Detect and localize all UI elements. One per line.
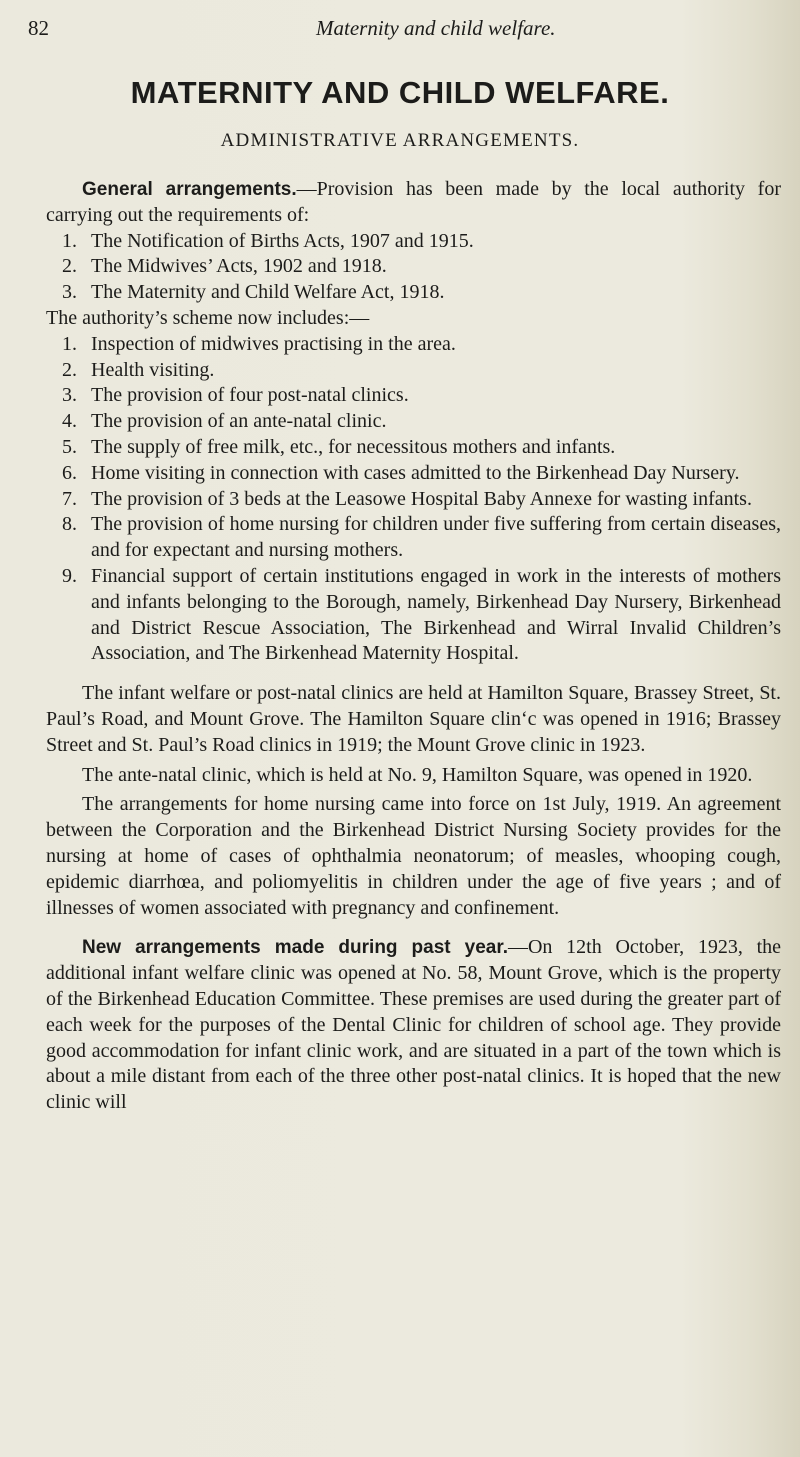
section-subtitle: ADMINISTRATIVE ARRANGEMENTS.	[220, 130, 580, 151]
page-header	[28, 16, 768, 42]
list-item: 2. The Midwives’ Acts, 1902 and 1918.	[62, 255, 387, 278]
new-arrangements-paragraph	[46, 935, 781, 1116]
body-text	[46, 177, 781, 1116]
list-item: 3. The provision of four post-natal clinics.	[62, 384, 409, 407]
new-arrangements-heading: New arrangements made during past year.	[82, 937, 508, 959]
list-item: 2. Health visiting.	[62, 358, 215, 381]
list-item: 3. The Maternity and Child Welfare Act, 1918.	[62, 281, 445, 304]
general-arrangements-heading: General arrangements.	[82, 179, 297, 200]
ante-natal-paragraph: The ante-natal clinic, which is held at No. 9, Hamilton Square, was opened in 1920.	[82, 763, 753, 786]
list-item: 1. Inspection of midwives practising in the area.	[62, 332, 456, 355]
running-title: Maternity and child welfare.	[316, 16, 556, 40]
list-item: 4. The provision of an ante-natal clinic.	[62, 410, 387, 433]
list-item: 6. Home visiting in connection with cases admitted to the Birkenhead Day Nursery.	[62, 461, 740, 484]
list-item: 7. The provision of 3 beds at the Leasowe Hospital Baby Annexe for wasting infants.	[62, 487, 752, 510]
list-item: 9. Financial support of certain institutions engaged in work in the interests of mothers and infants belonging to the Borough, namely, Birkenhead Day Nursery, Birkenhead and District Rescue Association, The Birkenhead and Wirral Invalid Children’s Association, and The Birkenhead Maternity Hospital.	[62, 564, 781, 665]
clinics-paragraph: The infant welfare or post-natal clinics are held at Hamilton Square, Brassey Street, St. Paul’s Road, and Mount Grove. The Hamilton Square clin‘c was opened in 1916; Brassey Street and St. Paul’s Road clinics in 1919; the Mount Grove clinic in 1923.	[46, 682, 781, 756]
list-item: 1. The Notification of Births Acts, 1907 and 1915.	[62, 229, 474, 252]
page-title: MATERNITY AND CHILD WELFARE.	[130, 75, 670, 110]
home-nursing-paragraph: The arrangements for home nursing came into force on 1st July, 1919. An agreement between the Corporation and the Birkenhead District Nursing Society provides for the nursing at home of cases of ophthalmia neonatorum; of measles, whooping cough, epidemic diarrhœa, and poliomyelitis in children under the age of five years ; and of illnesses of women associated with pregnancy and confinement.	[46, 793, 781, 919]
page-number: 82	[28, 16, 49, 40]
new-arrangements-text: —On 12th October, 1923, the additional infant welfare clinic was opened at No. 58, Mount Grove, which is the property of the Birkenhead Education Committee. These premises are used during the greater part of each week for the purposes of the Dental Clinic for children of school age. They provide good accommodation for infant clinic work, and are situated in a part of the town which is about a mile distant from each of the three other post-natal clinics. It is hoped that the new clinic will	[46, 936, 782, 1114]
scheme-list	[46, 332, 781, 667]
list-item: 8. The provision of home nursing for children under five suffering from certain diseases, and for expectant and nursing mothers.	[62, 513, 781, 562]
general-arrangements-text: —Provision has been made by the local authority for carrying out the requirements of:	[46, 178, 781, 226]
scheme-intro: The authority’s scheme now includes:—	[46, 306, 370, 329]
list-item: 5. The supply of free milk, etc., for necessitous mothers and infants.	[62, 435, 616, 458]
general-arrangements-paragraph	[46, 177, 781, 229]
acts-list	[46, 229, 781, 306]
